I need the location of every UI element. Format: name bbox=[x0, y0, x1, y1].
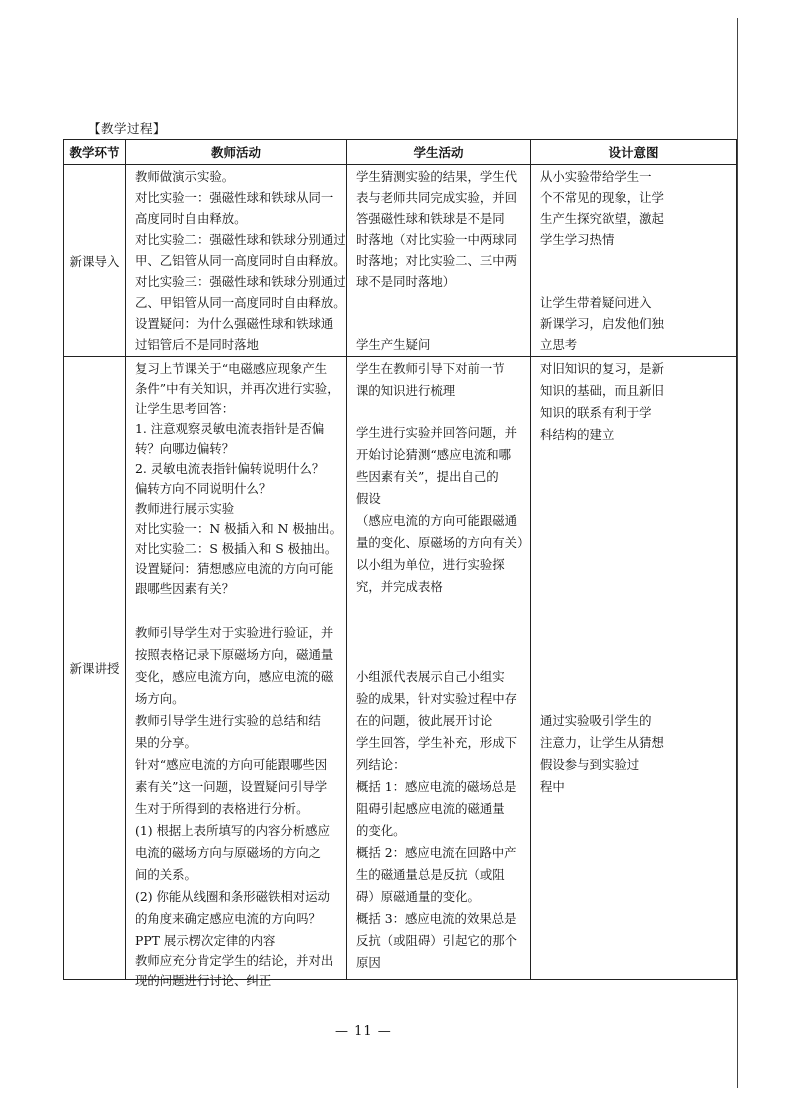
student-line: 反抗（或阻碍）引起它的那个 bbox=[356, 933, 518, 948]
design-line: 让学生带着疑问进入 bbox=[540, 295, 652, 310]
design-line: 个不常见的现象，让学 bbox=[540, 190, 664, 205]
design-line: 注意力，让学生从猜想 bbox=[540, 735, 664, 750]
student-cell-teaching bbox=[347, 357, 531, 980]
teacher-line: 乙、甲铝管从同一高度同时自由释放。 bbox=[135, 295, 346, 310]
student-line: 时落地（对比实验一中两球同 bbox=[356, 232, 518, 247]
teacher-line: 对比实验二：强磁性球和铁球分别通过 bbox=[135, 232, 346, 247]
student-line: 碍）原磁通量的变化。 bbox=[356, 889, 480, 904]
student-line: 课的知识进行梳理 bbox=[356, 383, 456, 398]
student-line: 概括 2：感应电流在回路中产 bbox=[356, 845, 517, 860]
student-line: 的变化。 bbox=[356, 823, 406, 838]
design-line: 知识的基础，而且新旧 bbox=[540, 383, 664, 398]
student-line: 究，并完成表格 bbox=[356, 579, 443, 594]
teacher-line: 2. 灵敏电流表指针偏转说明什么？ bbox=[135, 461, 325, 476]
student-line: 生的磁通量总是反抗（或阻 bbox=[356, 867, 505, 882]
design-line: 学生学习热情 bbox=[540, 232, 615, 247]
student-line: 答强磁性球和铁球是不是同 bbox=[356, 211, 505, 226]
teacher-cell-intro bbox=[126, 165, 347, 357]
teacher-line: (2) 你能从线圈和条形磁铁相对运动 bbox=[135, 889, 330, 904]
header-teacher-activity: 教师活动 bbox=[126, 140, 347, 165]
teacher-line: 过铝管后不是同时落地 bbox=[135, 337, 259, 352]
design-line: 从小实验带给学生一 bbox=[540, 169, 652, 184]
teacher-line: 变化，感应电流方向，感应电流的磁 bbox=[135, 669, 334, 684]
student-cell-intro bbox=[347, 165, 531, 357]
teacher-line: PPT 展示楞次定律的内容 bbox=[135, 933, 276, 948]
teacher-cell-teaching bbox=[126, 357, 347, 988]
design-line: 立思考 bbox=[540, 337, 578, 352]
design-cell-intro bbox=[531, 165, 737, 357]
student-line: 列结论： bbox=[356, 757, 406, 772]
student-line: 开始讨论猜测“感应电流和哪 bbox=[356, 447, 512, 462]
table-row-intro bbox=[64, 165, 737, 357]
teacher-line: 让学生思考回答： bbox=[135, 401, 235, 416]
student-line: （感应电流的方向可能跟磁通 bbox=[356, 513, 518, 528]
student-line: 概括 3：感应电流的效果总是 bbox=[356, 911, 517, 926]
teacher-line: 间的关系。 bbox=[135, 867, 197, 882]
teacher-line: 复习上节课关于“电磁感应现象产生 bbox=[135, 361, 328, 376]
table-row-teaching bbox=[64, 357, 737, 980]
page-edge-rule bbox=[737, 18, 738, 1088]
teacher-line: 条件”中有关知识，并再次进行实验， bbox=[135, 381, 340, 396]
design-line: 新课学习，启发他们独 bbox=[540, 316, 664, 331]
student-line: 验的成果，针对实验过程中存 bbox=[356, 691, 518, 706]
student-line: 球不是同时落地） bbox=[356, 274, 456, 289]
student-line: 学生产生疑问 bbox=[356, 337, 431, 352]
stage-cell-teaching: 新课讲授 bbox=[64, 357, 126, 980]
teacher-line: 教师做演示实验。 bbox=[135, 169, 235, 184]
teacher-line: 跟哪些因素有关？ bbox=[135, 581, 235, 596]
student-line: 量的变化、原磁场的方向有关） bbox=[356, 535, 530, 550]
design-line: 对旧知识的复习，是新 bbox=[540, 361, 664, 376]
teacher-line: 设置疑问：为什么强磁性球和铁球通 bbox=[135, 316, 334, 331]
teacher-line: 设置疑问：猜想感应电流的方向可能 bbox=[135, 561, 334, 576]
teacher-line: (1) 根据上表所填写的内容分析感应 bbox=[135, 823, 330, 838]
student-line: 原因 bbox=[356, 955, 381, 970]
teacher-line: 教师进行展示实验 bbox=[135, 501, 235, 516]
teacher-line: 果的分享。 bbox=[135, 735, 197, 750]
header-stage: 教学环节 bbox=[64, 140, 126, 165]
student-line: 以小组为单位，进行实验探 bbox=[356, 557, 505, 572]
stage-cell-intro: 新课导入 bbox=[64, 165, 126, 357]
teacher-line: 对比实验三：强磁性球和铁球分别通过 bbox=[135, 274, 346, 289]
design-line: 通过实验吸引学生的 bbox=[540, 713, 652, 728]
teacher-line: 生对于所得到的表格进行分析。 bbox=[135, 801, 309, 816]
teacher-line: 教师引导学生对于实验进行验证，并 bbox=[135, 625, 334, 640]
teacher-line: 的角度来确定感应电流的方向吗？ bbox=[135, 911, 321, 926]
teacher-line: 偏转方向不同说明什么？ bbox=[135, 481, 272, 496]
teaching-process-table bbox=[63, 139, 737, 988]
teacher-line: 转？向哪边偏转？ bbox=[135, 441, 235, 456]
teacher-line: 现的问题进行讨论、纠正 bbox=[135, 973, 272, 988]
teacher-line: 素有关”这一问题，设置疑问引导学 bbox=[135, 779, 328, 794]
student-line: 概括 1：感应电流的磁场总是 bbox=[356, 779, 517, 794]
design-line: 生产生探究欲望，激起 bbox=[540, 211, 664, 226]
student-line: 学生在教师引导下对前一节 bbox=[356, 361, 505, 376]
teacher-line: 按照表格记录下原磁场方向，磁通量 bbox=[135, 647, 334, 662]
teacher-line: 对比实验二：S 极插入和 S 极抽出。 bbox=[135, 541, 338, 556]
teacher-line: 高度同时自由释放。 bbox=[135, 211, 247, 226]
teacher-line: 场方向。 bbox=[135, 691, 185, 706]
teacher-line: 教师应充分肯定学生的结论，并对出 bbox=[135, 953, 334, 968]
student-line: 表与老师共同完成实验，并回 bbox=[356, 190, 518, 205]
student-line: 学生回答，学生补充，形成下 bbox=[356, 735, 518, 750]
design-line: 科结构的建立 bbox=[540, 427, 615, 442]
table-header-row bbox=[64, 140, 737, 165]
student-line: 些因素有关”，提出自己的 bbox=[356, 469, 499, 484]
teacher-line: 教师引导学生进行实验的总结和结 bbox=[135, 713, 321, 728]
teacher-line: 甲、乙铝管从同一高度同时自由释放。 bbox=[135, 253, 346, 268]
student-line: 在的问题，彼此展开讨论 bbox=[356, 713, 493, 728]
student-line: 学生进行实验并回答问题，并 bbox=[356, 425, 518, 440]
design-cell-teaching bbox=[531, 357, 737, 980]
student-line: 阻碍引起感应电流的磁通量 bbox=[356, 801, 505, 816]
student-line: 时落地；对比实验二、三中两 bbox=[356, 253, 518, 268]
teacher-line: 1. 注意观察灵敏电流表指针是否偏 bbox=[135, 421, 325, 436]
design-line: 知识的联系有利于学 bbox=[540, 405, 652, 420]
section-title: 【教学过程】 bbox=[88, 121, 167, 136]
student-line: 假设 bbox=[356, 491, 381, 506]
teacher-line: 针对“感应电流的方向可能跟哪些因 bbox=[135, 757, 328, 772]
page-number: — 11 — bbox=[335, 1024, 392, 1039]
design-line: 程中 bbox=[540, 779, 565, 794]
student-line: 小组派代表展示自己小组实 bbox=[356, 669, 505, 684]
header-student-activity: 学生活动 bbox=[347, 140, 531, 165]
teacher-line: 对比实验一：强磁性球和铁球从同一 bbox=[135, 190, 334, 205]
teacher-line: 对比实验一：N 极插入和 N 极抽出。 bbox=[135, 521, 342, 536]
student-line: 学生猜测实验的结果，学生代 bbox=[356, 169, 518, 184]
header-design-intent: 设计意图 bbox=[531, 140, 737, 165]
teacher-line: 电流的磁场方向与原磁场的方向之 bbox=[135, 845, 321, 860]
design-line: 假设参与到实验过 bbox=[540, 757, 640, 772]
